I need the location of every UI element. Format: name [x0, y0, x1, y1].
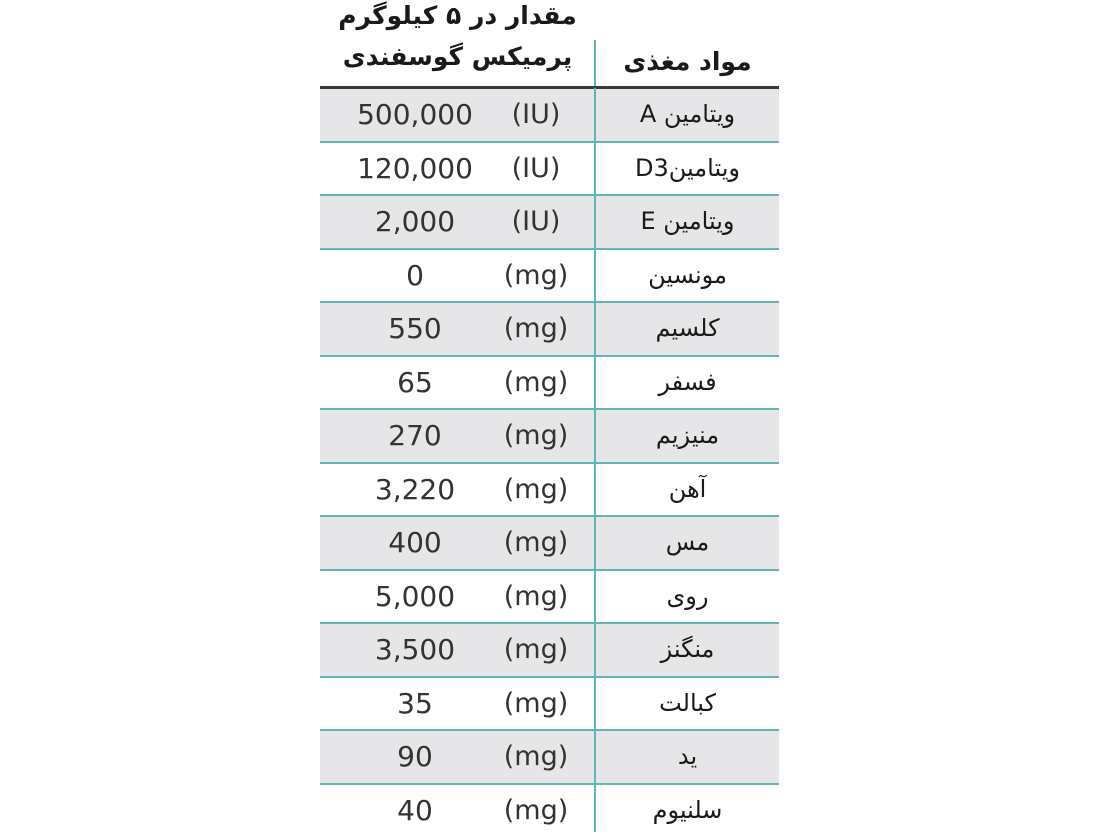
amount-unit: (mg) — [486, 678, 586, 730]
amount-unit: (IU) — [486, 143, 586, 195]
amount-value: 400 — [320, 517, 510, 569]
nutrient-column-header: مواد مغذی — [596, 40, 779, 84]
amount-value: 2,000 — [320, 196, 510, 248]
amount-unit: (mg) — [486, 410, 586, 462]
amount-unit: (mg) — [486, 785, 586, 836]
table-row — [320, 357, 779, 411]
nutrient-name: فسفر — [596, 357, 779, 409]
amount-unit: (mg) — [486, 357, 586, 409]
amount-unit: (mg) — [486, 571, 586, 623]
amount-value: 90 — [320, 731, 510, 783]
amount-value: 3,500 — [320, 624, 510, 676]
amount-value: 65 — [320, 357, 510, 409]
table-row — [320, 571, 779, 625]
amount-unit: (mg) — [486, 517, 586, 569]
amount-value: 270 — [320, 410, 510, 462]
amount-value: 5,000 — [320, 571, 510, 623]
amount-unit: (IU) — [486, 89, 586, 141]
table-row — [320, 678, 779, 732]
table-row — [320, 89, 779, 143]
nutrient-name: روی — [596, 571, 779, 623]
nutrient-name: مس — [596, 517, 779, 569]
column-divider-body — [594, 88, 596, 832]
amount-value: 35 — [320, 678, 510, 730]
amount-column-header — [320, 0, 595, 88]
amount-value: 0 — [320, 250, 510, 302]
nutrient-name: کبالت — [596, 678, 779, 730]
table-row — [320, 410, 779, 464]
nutrient-name: مونسین — [596, 250, 779, 302]
table-row — [320, 303, 779, 357]
nutrient-name: ویتامین A — [596, 89, 779, 141]
table-row — [320, 250, 779, 304]
amount-header-line1: مقدار در ۵ کیلوگرم — [320, 0, 595, 34]
table-row — [320, 624, 779, 678]
nutrient-name: منگنز — [596, 624, 779, 676]
nutrient-name: منیزیم — [596, 410, 779, 462]
table-row — [320, 143, 779, 197]
table-row — [320, 196, 779, 250]
table-row — [320, 785, 779, 836]
amount-unit: (mg) — [486, 731, 586, 783]
amount-value: 550 — [320, 303, 510, 355]
amount-unit: (mg) — [486, 624, 586, 676]
amount-unit: (mg) — [486, 250, 586, 302]
amount-value: 500,000 — [320, 89, 510, 141]
premix-table — [320, 0, 779, 832]
table-row — [320, 731, 779, 785]
nutrient-name: سلنیوم — [596, 785, 779, 836]
nutrient-name: کلسیم — [596, 303, 779, 355]
amount-unit: (mg) — [486, 464, 586, 516]
nutrient-name: آهن — [596, 464, 779, 516]
table-row — [320, 464, 779, 518]
nutrient-name: ویتامین E — [596, 196, 779, 248]
amount-unit: (IU) — [486, 196, 586, 248]
amount-value: 3,220 — [320, 464, 510, 516]
amount-header-line2: پرمیکس گوسفندی — [320, 39, 595, 75]
nutrient-name: ویتامینD3 — [596, 143, 779, 195]
table-body — [320, 89, 779, 836]
amount-value: 120,000 — [320, 143, 510, 195]
amount-value: 40 — [320, 785, 510, 836]
nutrient-name: ید — [596, 731, 779, 783]
table-row — [320, 517, 779, 571]
amount-unit: (mg) — [486, 303, 586, 355]
